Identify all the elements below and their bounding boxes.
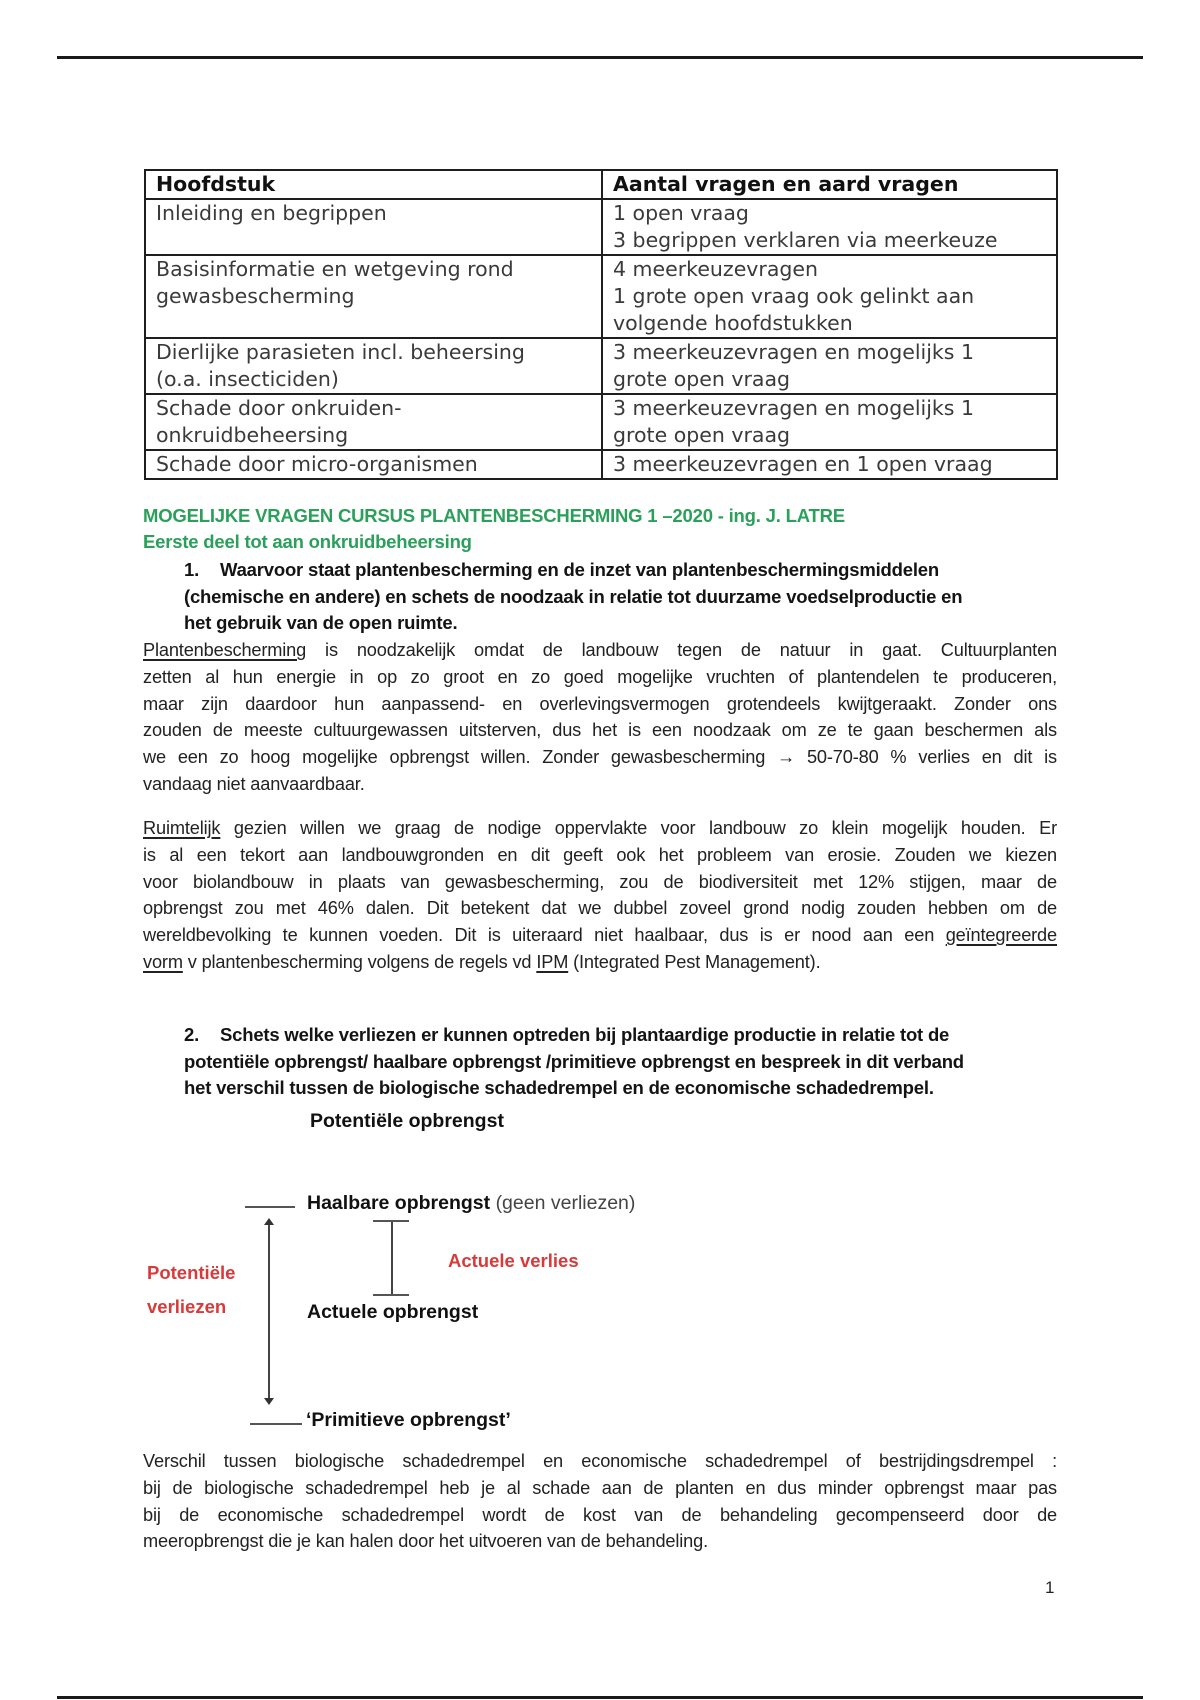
answer-1-paragraph-2: Ruimtelijk gezien willen we graag de nodige oppervlakte voor landbouw zo klein mogelijk houden. Er is al een tekort aan landbouwgronden en dit geeft ook het probleem van erosie. Zouden we kiezen voor biolandbouw in plaats van gewasbescherming, zou de biodiversiteit met 12% stijgen, maar de opbrengst zou met 46% dalen. Dit betekent dat we dubbel zoveel grond nodig zouden hebben om de wereldbevolking te kunnen voeden. Dit is uiteraard niet haalbaar, dus is er nood aan een geïntegreerde vorm v plantenbescherming volgens de regels vd IPM (Integrated Pest Management). [143, 818, 1057, 972]
question-number: 1. [184, 559, 200, 580]
question-number: 2. [184, 1024, 200, 1045]
potential-yield-label: Potentiële opbrengst [310, 1110, 504, 1132]
table-row [145, 450, 1057, 479]
questions-cell: 4 meerkeuzevragen 1 grote open vraag ook gelinkt aan volgende hoofdstukken [602, 255, 1057, 338]
underlined-term: Plantenbescherming [143, 640, 307, 660]
chapter-cell: Schade door micro-organismen [145, 450, 602, 479]
document-title: MOGELIJKE VRAGEN CURSUS PLANTENBESCHERMING 1 –2020 - ing. J. LATRE [143, 505, 845, 526]
underlined-term: vorm [143, 951, 183, 972]
header-rule [57, 56, 1143, 59]
table-row [145, 338, 1057, 394]
chapter-cell: Dierlijke parasieten incl. beheersing (o.a. insecticiden) [145, 338, 602, 394]
table-header-chapter: Hoofdstuk [145, 170, 602, 199]
table-row [145, 394, 1057, 450]
chapter-cell: Inleiding en begrippen [145, 199, 602, 255]
footer-rule [57, 1696, 1143, 1699]
potential-losses-label-1: Potentiële [147, 1262, 236, 1283]
chapter-cell: Schade door onkruiden- onkruidbeheersing [145, 394, 602, 450]
document-subtitle: Eerste deel tot aan onkruidbeheersing [143, 531, 472, 552]
primitive-level-line [250, 1423, 302, 1425]
chapter-question-table [144, 169, 1058, 480]
attainable-yield-label: Haalbare opbrengst (geen verliezen) [307, 1192, 636, 1214]
questions-cell: 3 meerkeuzevragen en 1 open vraag [602, 450, 1057, 479]
arrow-up-icon [264, 1218, 274, 1225]
chapter-cell: Basisinformatie en wetgeving rond gewasbescherming [145, 255, 602, 338]
page-number: 1 [1045, 1578, 1055, 1597]
questions-cell: 3 meerkeuzevragen en mogelijks 1 grote open vraag [602, 338, 1057, 394]
underlined-term: IPM [536, 951, 569, 972]
question-1: 1. Waarvoor staat plantenbescherming en de inzet van plantenbeschermingsmiddelen (chemische en andere) en schets de noodzaak in relatie tot duurzame voedselproductie en het gebruik van de open ruimte. [184, 559, 963, 633]
table-header-questions: Aantal vragen en aard vragen [602, 170, 1057, 199]
underlined-term: geïntegreerde [945, 925, 1057, 946]
table-row [145, 255, 1057, 338]
questions-cell: 3 meerkeuzevragen en mogelijks 1 grote open vraag [602, 394, 1057, 450]
potential-losses-label-2: verliezen [147, 1296, 227, 1317]
attainable-level-line [245, 1206, 295, 1208]
actual-yield-label: Actuele opbrengst [307, 1301, 479, 1323]
question-2: 2. Schets welke verliezen er kunnen optreden bij plantaardige productie in relatie tot de potentiële opbrengst/ haalbare opbrengst /primitieve opbrengst en bespreek in dit verband het verschil tussen de biologische schadedrempel en de economische schadedrempel. [184, 1024, 964, 1098]
table-row [145, 199, 1057, 255]
arrow-down-icon [264, 1398, 274, 1405]
primitive-yield-label: ‘Primitieve opbrengst’ [306, 1409, 511, 1431]
answer-1-paragraph-1: Plantenbescherming is noodzakelijk omdat de landbouw tegen de natuur in gaat. Cultuurplanten zetten al hun energie in op zo groot en zo goed mogelijke vruchten of plantendelen te produceren, maar zijn daardoor hun aanpassend- en overlevingsvermogen grotendeels kwijtgeraakt. Zonder ons zouden de meeste cultuurgewassen uitsterven, dus het is een noodzaak om ze te gaan beschermen als we een zo hoog mogelijke opbrengst willen. Zonder gewasbescherming → 50-70-80 % verlies en dit is vandaag niet aanvaardbaar. [143, 640, 1057, 794]
answer-2-paragraph: Verschil tussen biologische schadedrempel en economische schadedrempel of bestrijdingsdrempel : bij de biologische schadedrempel heb je al schade aan de planten en dus minder opbrengst maar pas bij de economische schadedrempel wordt de kost van de behandeling gecompenseerd door de meeropbrengst die je kan halen door het uitvoeren van de behandeling. [143, 1451, 1057, 1552]
potential-losses-arrow [268, 1222, 270, 1402]
actual-loss-label: Actuele verlies [448, 1250, 579, 1271]
underlined-term: Ruimtelijk [143, 818, 221, 838]
table-header-row [145, 170, 1057, 199]
actual-loss-bottom-bar [373, 1294, 409, 1296]
actual-loss-arrow [391, 1222, 393, 1294]
questions-cell: 1 open vraag 3 begrippen verklaren via meerkeuze [602, 199, 1057, 255]
